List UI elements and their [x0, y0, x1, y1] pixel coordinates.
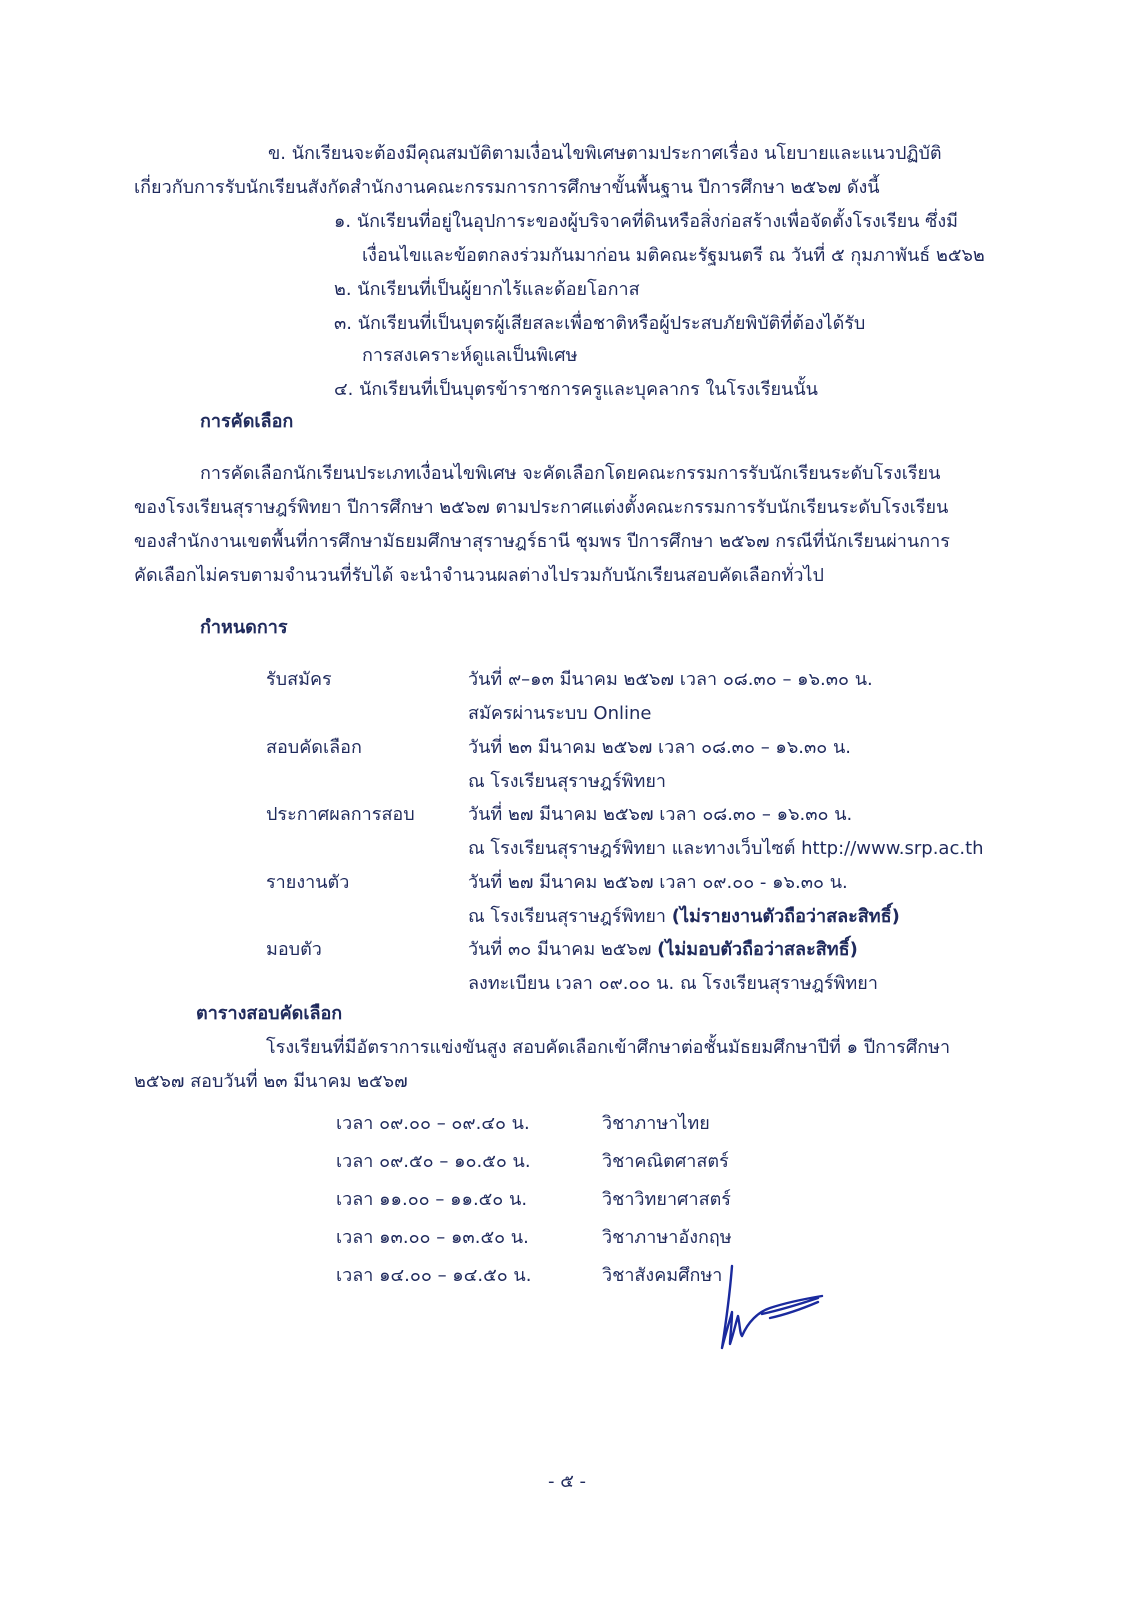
exam-subject-1: วิชาภาษาไทย	[602, 1113, 710, 1134]
selection-heading: การคัดเลือก	[200, 411, 294, 432]
exam-intro-line-1: โรงเรียนที่มีอัตราการแข่งขันสูง สอบคัดเลือกเข้าศึกษาต่อชั้นมัธยมศึกษาปีที่ ๑ ปีการศึกษา	[266, 1037, 951, 1058]
schedule-exam-date: วันที่ ๒๓ มีนาคม ๒๕๖๗ เวลา ๐๘.๓๐ – ๑๖.๓๐ น.	[468, 737, 852, 758]
schedule-report-date: วันที่ ๒๗ มีนาคม ๒๕๖๗ เวลา ๐๙.๐๐ - ๑๖.๓๐ น.	[468, 872, 848, 893]
schedule-heading: กำหนดการ	[200, 617, 288, 638]
schedule-label-report: รายงานตัว	[266, 872, 350, 893]
exam-subject-2: วิชาคณิตศาสตร์	[602, 1151, 729, 1172]
schedule-label-results: ประกาศผลการสอบ	[266, 804, 415, 825]
selection-line-4: คัดเลือกไม่ครบตามจำนวนที่รับได้ จะนำจำนวนผลต่างไปรวมกับนักเรียนสอบคัดเลือกทั่วไป	[134, 565, 824, 586]
schedule-apply-detail: สมัครผ่านระบบ Online	[468, 703, 652, 724]
schedule-results-detail: ณ โรงเรียนสุราษฎร์พิทยา และทางเว็บไซต์ http://www.srp.ac.th	[468, 838, 984, 859]
exam-time-3: เวลา ๑๑.๐๐ – ๑๑.๕๐ น.	[336, 1189, 528, 1210]
schedule-label-apply: รับสมัคร	[266, 669, 332, 690]
condition-4: ๔. นักเรียนที่เป็นบุตรข้าราชการครูและบุคลากร ในโรงเรียนนั้น	[334, 379, 818, 400]
exam-subject-5: วิชาสังคมศึกษา	[602, 1265, 723, 1286]
schedule-label-exam: สอบคัดเลือก	[266, 737, 362, 758]
exam-time-4: เวลา ๑๓.๐๐ – ๑๓.๕๐ น.	[336, 1227, 529, 1248]
intro-line-1: ข. นักเรียนจะต้องมีคุณสมบัติตามเงื่อนไขพิเศษตามประกาศเรื่อง นโยบายและแนวปฏิบัติ	[268, 143, 942, 164]
exam-subject-4: วิชาภาษาอังกฤษ	[602, 1227, 732, 1248]
schedule-report-detail: ณ โรงเรียนสุราษฎร์พิทยา (ไม่รายงานตัวถือว่าสละสิทธิ์)	[468, 906, 900, 927]
condition-1-line-2: เงื่อนไขและข้อตกลงร่วมกันมาก่อน มติคณะรัฐมนตรี ณ วันที่ ๕ กุมภาพันธ์ ๒๕๖๒	[362, 245, 985, 266]
exam-subject-3: วิชาวิทยาศาสตร์	[602, 1189, 731, 1210]
condition-3-line-2: การสงเคราะห์ดูแลเป็นพิเศษ	[362, 345, 578, 366]
selection-line-2: ของโรงเรียนสุราษฎร์พิทยา ปีการศึกษา ๒๕๖๗ ตามประกาศแต่งตั้งคณะกรรมการรับนักเรียนระดับโรงเรียน	[134, 497, 949, 518]
condition-3-line-1: ๓. นักเรียนที่เป็นบุตรผู้เสียสละเพื่อชาติหรือผู้ประสบภัยพิบัติที่ต้องได้รับ	[334, 313, 866, 334]
exam-heading: ตารางสอบคัดเลือก	[196, 1003, 343, 1024]
schedule-exam-detail: ณ โรงเรียนสุราษฎร์พิทยา	[468, 771, 666, 792]
selection-line-3: ของสำนักงานเขตพื้นที่การศึกษามัธยมศึกษาสุราษฎร์ธานี ชุมพร ปีการศึกษา ๒๕๖๗ กรณีที่นักเรียนผ่านการ	[134, 531, 950, 552]
schedule-label-enroll: มอบตัว	[266, 939, 322, 960]
schedule-enroll-detail: ลงทะเบียน เวลา ๐๙.๐๐ น. ณ โรงเรียนสุราษฎร์พิทยา	[468, 973, 878, 994]
condition-1-line-1: ๑. นักเรียนที่อยู่ในอุปการะของผู้บริจาคที่ดินหรือสิ่งก่อสร้างเพื่อจัดตั้งโรงเรียน ซึ่งมี	[334, 211, 959, 232]
condition-2: ๒. นักเรียนที่เป็นผู้ยากไร้และด้อยโอกาส	[334, 279, 640, 300]
intro-line-2: เกี่ยวกับการรับนักเรียนสังกัดสำนักงานคณะกรรมการการศึกษาขั้นพื้นฐาน ปีการศึกษา ๒๕๖๗ ดังนี้	[134, 177, 880, 198]
schedule-results-date: วันที่ ๒๗ มีนาคม ๒๕๖๗ เวลา ๐๘.๓๐ – ๑๖.๓๐ น.	[468, 804, 853, 825]
exam-time-1: เวลา ๐๙.๐๐ – ๐๙.๔๐ น.	[336, 1113, 530, 1134]
page-number: - ๕ -	[548, 1471, 587, 1492]
signature-image	[718, 1262, 828, 1354]
exam-time-5: เวลา ๑๔.๐๐ – ๑๔.๕๐ น.	[336, 1265, 532, 1286]
schedule-apply-date: วันที่ ๙–๑๓ มีนาคม ๒๕๖๗ เวลา ๐๘.๓๐ – ๑๖.๓๐ น.	[468, 669, 873, 690]
selection-line-1: การคัดเลือกนักเรียนประเภทเงื่อนไขพิเศษ จะคัดเลือกโดยคณะกรรมการรับนักเรียนระดับโรงเรียน	[200, 463, 941, 484]
exam-intro-line-2: ๒๕๖๗ สอบวันที่ ๒๓ มีนาคม ๒๕๖๗	[134, 1071, 408, 1092]
exam-time-2: เวลา ๐๙.๕๐ – ๑๐.๕๐ น.	[336, 1151, 531, 1172]
schedule-enroll-date: วันที่ ๓๐ มีนาคม ๒๕๖๗ (ไม่มอบตัวถือว่าสละสิทธิ์)	[468, 939, 858, 960]
